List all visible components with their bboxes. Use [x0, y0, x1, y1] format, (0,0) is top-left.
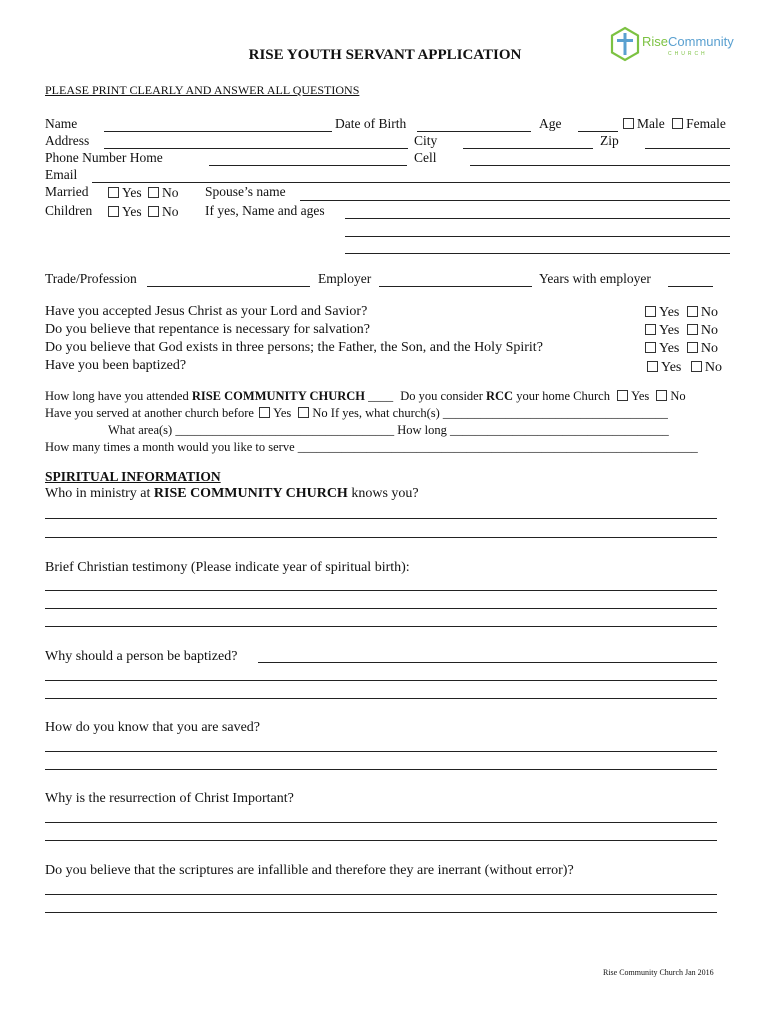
dob-label: Date of Birth	[335, 116, 407, 131]
female-label: Female	[686, 116, 726, 131]
answer-line[interactable]	[45, 840, 717, 841]
answer-line[interactable]	[45, 608, 717, 609]
spiritual-heading: SPIRITUAL INFORMATION	[45, 469, 221, 484]
answer-line[interactable]	[45, 626, 717, 627]
attend-row	[45, 389, 686, 404]
yes-label: Yes	[122, 185, 142, 200]
home-yes-checkbox[interactable]	[617, 390, 628, 401]
answer-line[interactable]	[45, 537, 717, 538]
name-field[interactable]	[104, 131, 332, 132]
q4-no-checkbox[interactable]	[691, 361, 702, 372]
church-name: RISE COMMUNITY CHURCH	[191, 389, 365, 403]
phone-label: Phone Number Home	[45, 150, 163, 165]
married-no-checkbox[interactable]	[148, 187, 159, 198]
answer-line[interactable]	[45, 751, 717, 752]
answer-line[interactable]	[45, 698, 717, 699]
q2-yes-checkbox[interactable]	[645, 324, 656, 335]
home-no-checkbox[interactable]	[656, 390, 667, 401]
yes-label: Yes	[273, 406, 292, 420]
phone-field[interactable]	[209, 165, 407, 166]
dob-field[interactable]	[417, 131, 531, 132]
employer-field[interactable]	[379, 286, 532, 287]
yes-label: Yes	[659, 305, 680, 320]
address-field[interactable]	[104, 148, 408, 149]
logo-rise: Rise	[642, 34, 669, 49]
faith-q4-options	[647, 360, 722, 376]
attend-blank[interactable]: ____	[368, 389, 394, 403]
faith-q2: Do you believe that repentance is necessary for salvation?	[45, 322, 370, 337]
logo-sub: CHURCH	[668, 51, 708, 57]
name-label: Name	[45, 116, 78, 131]
q2-no-checkbox[interactable]	[687, 324, 698, 335]
no-label: No	[700, 323, 718, 338]
spouse-field[interactable]	[300, 200, 730, 201]
baptized-question: Why should a person be baptized?	[45, 649, 238, 664]
married-options	[108, 185, 179, 201]
city-field[interactable]	[463, 148, 593, 149]
children-names-label: If yes, Name and ages	[205, 203, 325, 218]
zip-field[interactable]	[645, 148, 730, 149]
no-label: No	[704, 360, 722, 375]
knows-suffix: knows you?	[351, 486, 419, 501]
answer-line[interactable]	[45, 822, 717, 823]
no-label: No	[700, 305, 718, 320]
areas-row: What area(s) ___________________________________ How long ___________________________________	[108, 423, 669, 437]
married-yes-checkbox[interactable]	[108, 187, 119, 198]
children-names-field-3[interactable]	[345, 253, 730, 254]
cell-field[interactable]	[470, 165, 730, 166]
answer-line[interactable]	[45, 680, 717, 681]
city-label: City	[414, 133, 438, 148]
faith-q3-options	[645, 341, 718, 357]
home-abbr: RCC	[486, 389, 514, 403]
years-employer-label: Years with employer	[539, 271, 651, 286]
q3-yes-checkbox[interactable]	[645, 342, 656, 353]
children-no-checkbox[interactable]	[148, 206, 159, 217]
testimony-question: Brief Christian testimony (Please indicate year of spiritual birth):	[45, 560, 410, 575]
answer-line[interactable]	[45, 518, 717, 519]
served-no-suffix: No If yes, what church(s) ____________________________________	[312, 406, 668, 420]
answer-line[interactable]	[45, 912, 717, 913]
knows-question	[45, 486, 419, 502]
served-row	[45, 406, 668, 421]
zip-label: Zip	[600, 133, 619, 148]
q1-no-checkbox[interactable]	[687, 306, 698, 317]
gender-options	[623, 116, 726, 132]
saved-question: How do you know that you are saved?	[45, 720, 261, 735]
yes-label: Yes	[659, 341, 680, 356]
answer-line[interactable]	[45, 769, 717, 770]
times-row: How many times a month would you like to serve ________________________________________________________________	[45, 440, 698, 454]
faith-q4: Have you been baptized?	[45, 358, 187, 373]
faith-q1: Have you accepted Jesus Christ as your Lord and Savior?	[45, 304, 368, 319]
answer-line[interactable]	[45, 590, 717, 591]
answer-line[interactable]	[45, 894, 717, 895]
age-field[interactable]	[578, 131, 618, 132]
instruction: PLEASE PRINT CLEARLY AND ANSWER ALL QUESTIONS	[45, 83, 360, 97]
faith-q1-options	[645, 305, 718, 321]
yes-label: Yes	[661, 360, 682, 375]
email-field[interactable]	[92, 182, 730, 183]
home-suffix: your home Church	[516, 389, 610, 403]
attend-prefix: How long have you attended	[45, 389, 189, 403]
years-employer-field[interactable]	[668, 286, 713, 287]
email-label: Email	[45, 167, 78, 182]
male-label: Male	[637, 116, 665, 131]
children-names-field-2[interactable]	[345, 236, 730, 237]
children-names-field[interactable]	[345, 218, 730, 219]
scriptures-question: Do you believe that the scriptures are infallible and therefore they are inerrant (without error)?	[45, 863, 574, 878]
trade-field[interactable]	[147, 286, 310, 287]
served-no-checkbox[interactable]	[298, 407, 309, 418]
employer-label: Employer	[318, 271, 372, 286]
female-checkbox[interactable]	[672, 118, 683, 129]
cell-label: Cell	[414, 150, 437, 165]
knows-prefix: Who in ministry at	[45, 486, 151, 501]
spouse-label: Spouse’s name	[205, 184, 286, 199]
logo-community: Community	[668, 34, 734, 49]
children-label: Children	[45, 203, 93, 218]
q1-yes-checkbox[interactable]	[645, 306, 656, 317]
answer-line[interactable]	[258, 662, 717, 663]
children-yes-checkbox[interactable]	[108, 206, 119, 217]
page-title: RISE YOUTH SERVANT APPLICATION	[248, 47, 522, 63]
q3-no-checkbox[interactable]	[687, 342, 698, 353]
knows-church: RISE COMMUNITY CHURCH	[153, 486, 348, 501]
no-label: No	[162, 204, 179, 219]
yes-label: Yes	[659, 323, 680, 338]
male-checkbox[interactable]	[623, 118, 634, 129]
faith-q3: Do you believe that God exists in three persons; the Father, the Son, and the Holy Spirit?	[45, 340, 543, 355]
resurrection-question: Why is the resurrection of Christ Important?	[45, 791, 294, 806]
footer: Rise Community Church Jan 2016	[603, 968, 714, 977]
children-options	[108, 204, 179, 220]
trade-label: Trade/Profession	[45, 271, 137, 286]
faith-q2-options	[645, 323, 718, 339]
served-text: Have you served at another church before	[45, 406, 254, 420]
no-label: No	[700, 341, 718, 356]
home-prefix: Do you consider	[400, 389, 483, 403]
address-label: Address	[45, 133, 90, 148]
q4-yes-checkbox[interactable]	[647, 361, 658, 372]
age-label: Age	[539, 116, 562, 131]
yes-label: Yes	[631, 389, 650, 403]
no-label: No	[670, 389, 686, 403]
married-label: Married	[45, 184, 89, 199]
no-label: No	[162, 185, 179, 200]
served-yes-checkbox[interactable]	[259, 407, 270, 418]
yes-label: Yes	[122, 204, 142, 219]
